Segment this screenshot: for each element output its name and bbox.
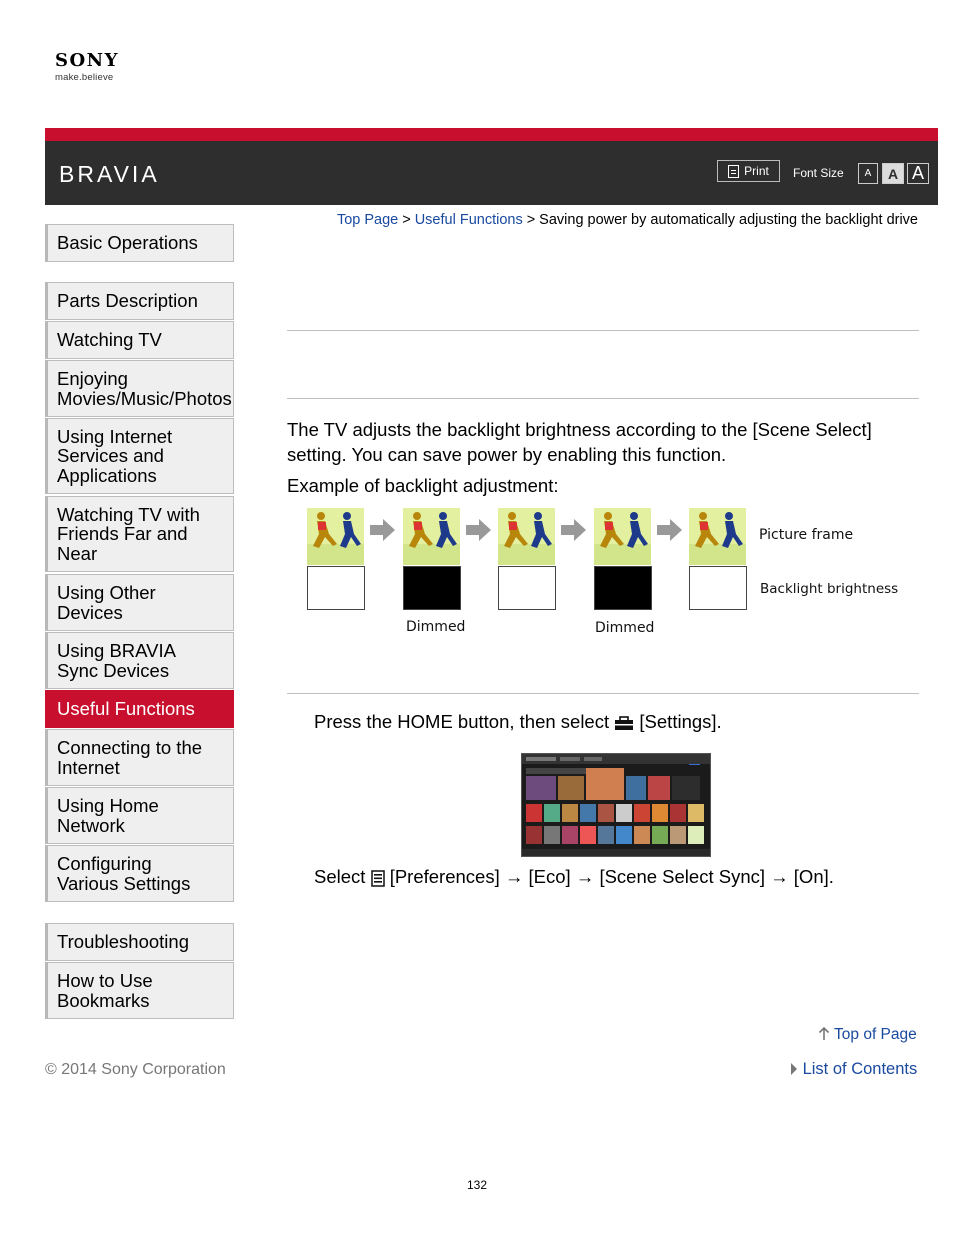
arrow-up-icon [818, 1027, 830, 1041]
header-accent-bar [45, 128, 938, 141]
description-text: The TV adjusts the backlight brightness according to the [Scene Select] setting. You can save power by enabling this function. [287, 419, 872, 465]
sidebar-item-internet-services[interactable] [45, 418, 234, 494]
sidebar-item-label: Configuring Various Settings [57, 853, 191, 894]
tv-home-menu-screenshot [521, 753, 711, 857]
sidebar-item-useful-functions[interactable] [45, 690, 234, 728]
sidebar-item-label: Useful Functions [57, 698, 195, 720]
font-size-large-button[interactable]: A [907, 163, 929, 184]
divider [287, 330, 919, 331]
step-2-text: Select [314, 866, 366, 887]
list-of-contents-label: List of Contents [802, 1060, 918, 1078]
sidebar-item-label: Watching TV with Friends Far and Near [57, 503, 200, 564]
sidebar-item-how-to-use-bookmarks[interactable] [45, 962, 234, 1019]
sidebar-item-label: Using Home Network [57, 795, 159, 836]
sidebar-item-label: Watching TV [57, 329, 162, 351]
bravia-logo: BRAVIA [59, 161, 160, 187]
runners-image [307, 508, 364, 565]
sony-logo [55, 52, 119, 83]
step-1-text: Press the HOME button, then select [314, 711, 610, 732]
sidebar-item-label: Parts Description [57, 290, 198, 312]
breadcrumb-separator: > [402, 212, 411, 228]
arrow-right-icon [466, 519, 491, 541]
copyright-text: © 2014 Sony Corporation [45, 1061, 226, 1078]
runners-image [594, 508, 651, 565]
top-of-page-label: Top of Page [834, 1026, 917, 1043]
font-size-small-button[interactable]: A [858, 163, 878, 184]
sony-tagline: make.believe [55, 72, 114, 83]
divider [287, 398, 919, 399]
runners-image [689, 508, 746, 565]
print-button[interactable] [717, 160, 780, 182]
list-of-contents-link[interactable] [790, 1060, 917, 1079]
breadcrumb-separator: > [526, 212, 536, 228]
settings-toolbox-icon [614, 716, 634, 731]
brightness-box-dimmed [594, 566, 652, 610]
runners-image [403, 508, 460, 565]
runners-image [498, 508, 555, 565]
arrow-right-icon [561, 519, 586, 541]
sidebar-item-connecting-internet[interactable] [45, 729, 234, 786]
print-icon [728, 165, 739, 178]
dimmed-label: Dimmed [595, 620, 655, 636]
breadcrumb-current: Saving power by automatically adjusting the backlight drive [539, 212, 918, 228]
brightness-box-bright [307, 566, 365, 610]
sidebar-item-parts-description[interactable] [45, 282, 234, 320]
sidebar-item-label: Using BRAVIA Sync Devices [57, 640, 176, 681]
sidebar-item-label: Connecting to the Internet [57, 737, 203, 778]
picture-frame-3 [498, 508, 555, 565]
sidebar-item-label: Enjoying Movies/Music/Photos [57, 368, 232, 409]
sidebar-item-basic-operations[interactable] [45, 224, 234, 262]
top-of-page-link[interactable] [818, 1026, 917, 1044]
tv-content-tiles [522, 754, 711, 857]
picture-frame-1 [307, 508, 364, 565]
divider [287, 693, 919, 694]
breadcrumb [300, 208, 918, 232]
preferences-icon [371, 870, 385, 887]
page-number: 132 [466, 1178, 488, 1192]
step-2-path-text: [Preferences] → [Eco] → [Scene Select Sync] → [On]. [389, 866, 834, 887]
sidebar-item-home-network[interactable] [45, 787, 234, 844]
step-1 [314, 711, 722, 733]
sidebar-item-configuring-settings[interactable] [45, 845, 234, 902]
sidebar-item-label: How to Use Bookmarks [57, 970, 153, 1011]
font-size-medium-button[interactable]: A [882, 163, 904, 184]
sidebar-item-enjoying-movies[interactable] [45, 360, 234, 417]
arrow-right-icon [370, 519, 395, 541]
brightness-box-bright [498, 566, 556, 610]
sidebar-item-using-other-devices[interactable] [45, 574, 234, 631]
triangle-right-icon [790, 1063, 798, 1075]
sidebar-item-watching-tv[interactable] [45, 321, 234, 359]
sony-wordmark: SONY [55, 50, 119, 71]
breadcrumb-useful-functions[interactable]: Useful Functions [414, 212, 523, 228]
sidebar-item-label: Troubleshooting [57, 931, 189, 953]
sidebar-item-troubleshooting[interactable] [45, 923, 234, 961]
dimmed-label: Dimmed [406, 619, 466, 635]
step-2 [314, 866, 834, 888]
sidebar-item-bravia-sync[interactable] [45, 632, 234, 689]
font-size-label: Font Size [793, 166, 844, 180]
sidebar-item-label: Using Other Devices [57, 582, 156, 623]
sidebar-item-watching-with-friends[interactable] [45, 496, 234, 572]
sidebar-item-label: Using Internet Services and Applications [57, 425, 173, 486]
picture-frame-4 [594, 508, 651, 565]
step-1-settings-text: [Settings]. [639, 711, 722, 732]
brightness-box-bright [689, 566, 747, 610]
sidebar-item-label: Basic Operations [57, 232, 198, 254]
header-bar [45, 141, 938, 205]
picture-frame-2 [403, 508, 460, 565]
arrow-right-icon [657, 519, 682, 541]
brightness-box-dimmed [403, 566, 461, 610]
picture-frame-label: Picture frame [759, 527, 854, 543]
example-heading: Example of backlight adjustment: [287, 475, 559, 496]
breadcrumb-top-page[interactable]: Top Page [336, 212, 399, 228]
backlight-brightness-label: Backlight brightness [760, 581, 899, 597]
print-label: Print [744, 164, 769, 178]
picture-frame-5 [689, 508, 746, 565]
